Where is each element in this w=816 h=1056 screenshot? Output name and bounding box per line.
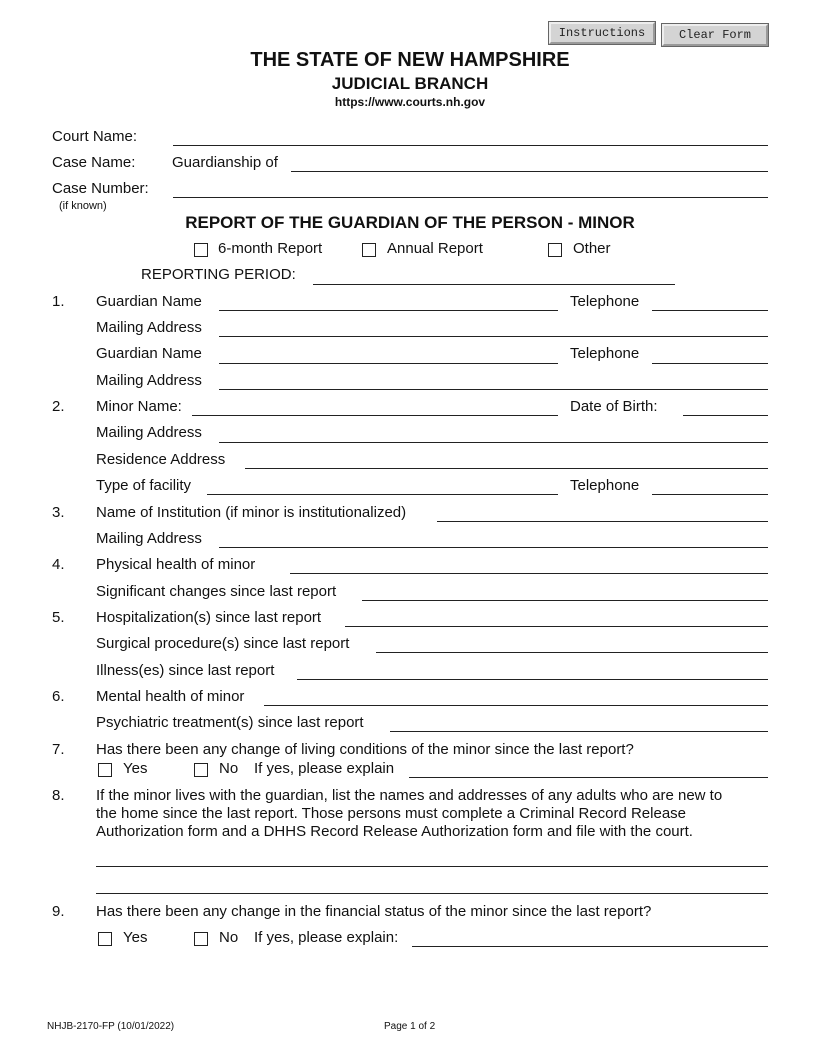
financial-status-question: Has there been any change in the financial status of the minor since the last report? (96, 903, 652, 920)
court-name-label: Court Name: (52, 128, 138, 145)
physical-health-field[interactable] (290, 573, 768, 574)
no-label: No (219, 760, 239, 777)
case-name-field[interactable] (291, 171, 768, 172)
branch-title: JUDICIAL BRANCH (331, 74, 489, 93)
telephone-field[interactable] (652, 363, 768, 364)
six-month-report-label: 6-month Report (218, 240, 323, 257)
form-id: NHJB-2170-FP (10/01/2022) (47, 1021, 175, 1032)
financial-status-explain-field[interactable] (412, 946, 768, 947)
telephone-label: Telephone (570, 345, 640, 362)
guardian-name-label: Guardian Name (96, 345, 202, 362)
reporting-period-field[interactable] (313, 284, 675, 285)
court-name-field[interactable] (173, 145, 768, 146)
date-of-birth-field[interactable] (683, 415, 768, 416)
minor-name-label: Minor Name: (96, 398, 182, 415)
type-of-facility-field[interactable] (207, 494, 558, 495)
illnesses-label: Illness(es) since last report (96, 662, 275, 679)
new-adults-instructions: If the minor lives with the guardian, list the names and addresses of any adults who are new to (96, 787, 723, 804)
new-adults-instructions: Authorization form and a DHHS Record Release Authorization form and file with the court. (96, 823, 693, 840)
item-number: 1. (52, 293, 65, 310)
type-of-facility-label: Type of facility (96, 477, 192, 494)
minor-name-field[interactable] (192, 415, 558, 416)
residence-address-field[interactable] (245, 468, 768, 469)
report-title: REPORT OF THE GUARDIAN OF THE PERSON - MINOR (185, 213, 635, 232)
if-yes-explain-label: If yes, please explain: (254, 929, 399, 946)
annual-report-checkbox[interactable] (362, 243, 376, 257)
mailing-address-field[interactable] (219, 389, 768, 390)
guardian-name-field[interactable] (219, 310, 558, 311)
mental-health-field[interactable] (264, 705, 768, 706)
date-of-birth-label: Date of Birth: (570, 398, 658, 415)
psychiatric-treatment-field[interactable] (390, 731, 768, 732)
clear-form-button[interactable]: Clear Form (662, 24, 768, 46)
telephone-field[interactable] (652, 310, 768, 311)
mailing-address-label: Mailing Address (96, 372, 202, 389)
mailing-address-field[interactable] (219, 336, 768, 337)
telephone-field[interactable] (652, 494, 768, 495)
surgical-procedures-field[interactable] (376, 652, 768, 653)
annual-report-label: Annual Report (387, 240, 483, 257)
financial-status-no-checkbox[interactable] (194, 932, 208, 946)
institution-name-label: Name of Institution (if minor is institutionalized) (96, 504, 407, 521)
other-report-checkbox[interactable] (548, 243, 562, 257)
psychiatric-treatment-label: Psychiatric treatment(s) since last report (96, 714, 364, 731)
item-number: 2. (52, 398, 65, 415)
if-known-note: (if known) (59, 200, 107, 212)
mailing-address-field[interactable] (219, 442, 768, 443)
page-number: Page 1 of 2 (384, 1021, 436, 1032)
significant-changes-field[interactable] (362, 600, 768, 601)
illnesses-field[interactable] (297, 679, 768, 680)
telephone-label: Telephone (570, 477, 640, 494)
mailing-address-field[interactable] (219, 547, 768, 548)
living-conditions-yes-checkbox[interactable] (98, 763, 112, 777)
guardianship-of-label: Guardianship of (172, 154, 278, 171)
significant-changes-label: Significant changes since last report (96, 583, 337, 600)
guardian-name-field[interactable] (219, 363, 558, 364)
hospitalizations-field[interactable] (345, 626, 768, 627)
case-number-label: Case Number: (52, 180, 149, 197)
mailing-address-label: Mailing Address (96, 319, 202, 336)
item-number: 5. (52, 609, 65, 626)
residence-address-label: Residence Address (96, 451, 226, 468)
no-label: No (219, 929, 239, 946)
new-adults-field[interactable] (96, 866, 768, 867)
new-adults-field[interactable] (96, 893, 768, 894)
living-conditions-explain-field[interactable] (409, 777, 768, 778)
mailing-address-label: Mailing Address (96, 424, 202, 441)
living-conditions-no-checkbox[interactable] (194, 763, 208, 777)
reporting-period-label: REPORTING PERIOD: (141, 266, 296, 283)
institution-name-field[interactable] (437, 521, 768, 522)
item-number: 4. (52, 556, 65, 573)
six-month-report-checkbox[interactable] (194, 243, 208, 257)
instructions-button[interactable]: Instructions (549, 22, 655, 44)
new-adults-instructions: the home since the last report. Those persons must complete a Criminal Record Release (96, 805, 687, 822)
mental-health-label: Mental health of minor (96, 688, 245, 705)
case-name-label: Case Name: (52, 154, 136, 171)
state-title: THE STATE OF NEW HAMPSHIRE (250, 49, 570, 71)
court-url: https://www.courts.nh.gov (334, 95, 486, 109)
case-number-field[interactable] (173, 197, 768, 198)
physical-health-label: Physical health of minor (96, 556, 256, 573)
hospitalizations-label: Hospitalization(s) since last report (96, 609, 322, 626)
item-number: 3. (52, 504, 65, 521)
item-number: 9. (52, 903, 65, 920)
guardian-name-label: Guardian Name (96, 293, 202, 310)
financial-status-yes-checkbox[interactable] (98, 932, 112, 946)
item-number: 6. (52, 688, 65, 705)
yes-label: Yes (123, 929, 148, 946)
item-number: 8. (52, 787, 65, 804)
mailing-address-label: Mailing Address (96, 530, 202, 547)
surgical-procedures-label: Surgical procedure(s) since last report (96, 635, 350, 652)
telephone-label: Telephone (570, 293, 640, 310)
item-number: 7. (52, 741, 65, 758)
living-conditions-question: Has there been any change of living conditions of the minor since the last report? (96, 741, 634, 758)
if-yes-explain-label: If yes, please explain (254, 760, 395, 777)
yes-label: Yes (123, 760, 148, 777)
other-report-label: Other (573, 240, 611, 257)
